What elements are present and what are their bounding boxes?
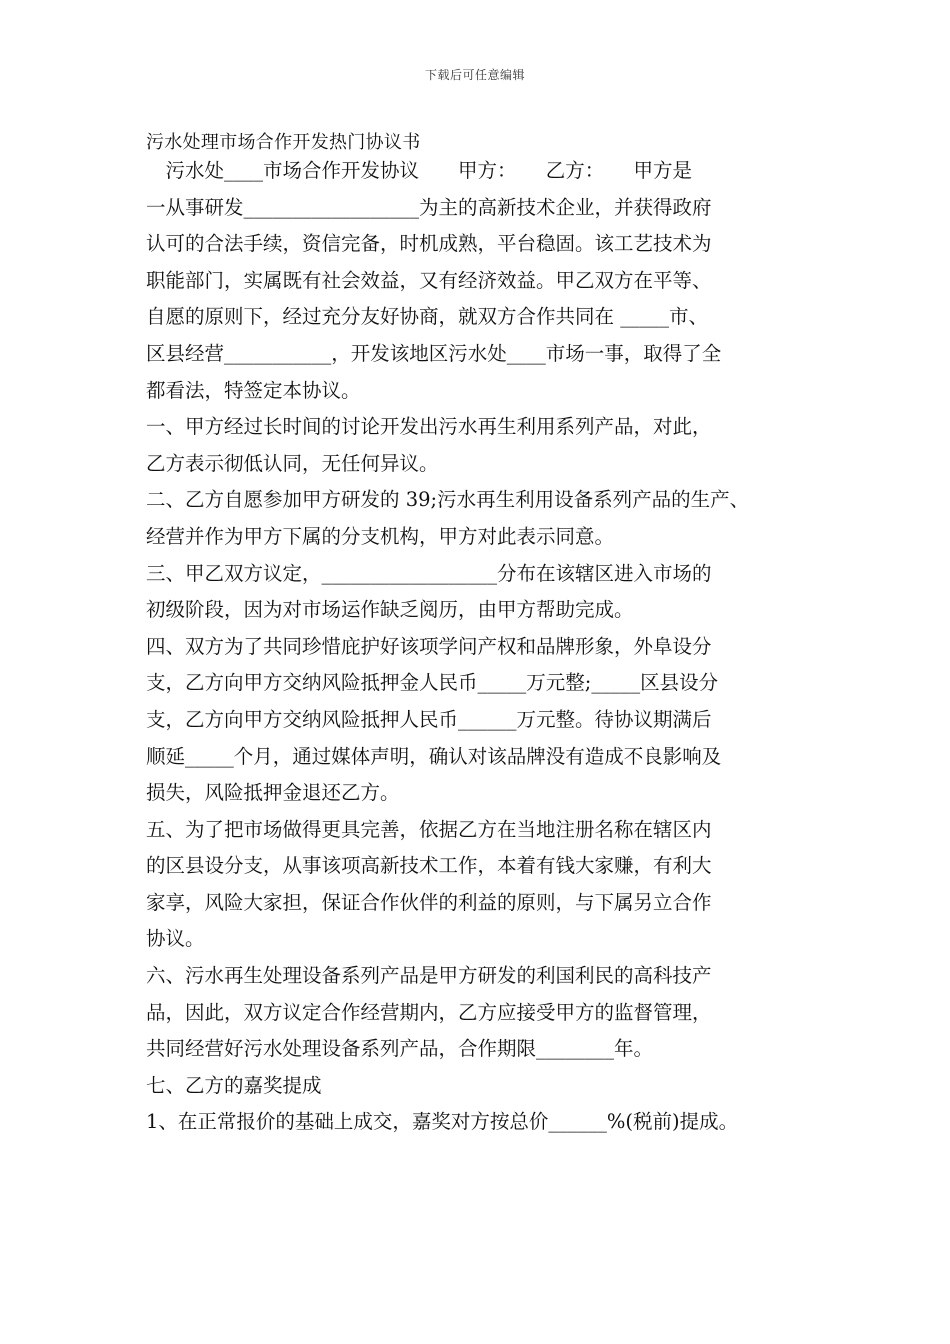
body-line: 共同经营好污水处理设备系列产品，合作期限________年。 bbox=[146, 1037, 654, 1061]
body-line: 五、为了把市场做得更具完善，依据乙方在当地注册名称在辖区内 bbox=[146, 817, 712, 841]
body-line: 区县经营___________，开发该地区污水处____市场一事，取得了全 bbox=[146, 341, 722, 365]
body-line: 二、乙方自愿参加甲方研发的 39;污水再生利用设备系列产品的生产、 bbox=[146, 488, 750, 512]
body-line: 支，乙方向甲方交纳风险抵押金人民币_____万元整;_____区县设分 bbox=[146, 671, 719, 695]
body-line: 七、乙方的嘉奖提成 bbox=[146, 1073, 322, 1097]
body-line: 一从事研发__________________为主的高新技术企业，并获得政府 bbox=[146, 195, 712, 219]
body-line: 自愿的原则下，经过充分友好协商，就双方合作共同在 _____市、 bbox=[146, 305, 708, 329]
body-line: 认可的合法手续，资信完备，时机成熟，平台稳固。该工艺技术为 bbox=[146, 232, 712, 256]
body-line: 乙方表示彻低认同，无任何异议。 bbox=[146, 451, 439, 475]
body-line: 四、双方为了共同珍惜庇护好该项学问产权和品牌形象，外阜设分 bbox=[146, 634, 712, 658]
body-line: 1、在正常报价的基础上成交，嘉奖对方按总价______%(税前)提成。 bbox=[146, 1110, 739, 1134]
document-title: 污水处理市场合作开发热门协议书 bbox=[146, 132, 421, 153]
body-line: 损失，风险抵押金退还乙方。 bbox=[146, 781, 400, 805]
body-line: 六、污水再生处理设备系列产品是甲方研发的利国利民的高科技产 bbox=[146, 964, 712, 988]
body-line: 三、甲乙双方议定，__________________分布在该辖区进入市场的 bbox=[146, 561, 712, 585]
page-header: 下载后可任意编辑 bbox=[424, 68, 525, 82]
body-line: 顺延_____个月，通过媒体声明，确认对该品牌没有造成不良影响及 bbox=[146, 744, 722, 768]
body-line: 职能部门，实属既有社会效益，又有经济效益。甲乙双方在平等、 bbox=[146, 268, 712, 292]
body-line: 污水处____市场合作开发协议 甲方： 乙方： 甲方是 bbox=[146, 159, 693, 182]
body-line: 初级阶段，因为对市场运作缺乏阅历，由甲方帮助完成。 bbox=[146, 598, 634, 622]
body-line: 经营并作为甲方下属的分支机构，甲方对此表示同意。 bbox=[146, 524, 615, 548]
body-line: 一、甲方经过长时间的讨论开发出污水再生利用系列产品，对此， bbox=[146, 415, 712, 439]
body-line: 的区县设分支，从事该项高新技术工作，本着有钱大家赚，有利大 bbox=[146, 854, 712, 878]
document-body bbox=[146, 153, 816, 1141]
body-line: 都看法，特签定本协议。 bbox=[146, 378, 361, 402]
body-line: 支，乙方向甲方交纳风险抵押人民币______万元整。待协议期满后 bbox=[146, 707, 712, 731]
body-line: 家享，风险大家担，保证合作伙伴的利益的原则，与下属另立合作 bbox=[146, 890, 712, 914]
body-line: 品，因此，双方议定合作经营期内，乙方应接受甲方的监督管理， bbox=[146, 1000, 712, 1024]
body-line: 协议。 bbox=[146, 927, 205, 951]
